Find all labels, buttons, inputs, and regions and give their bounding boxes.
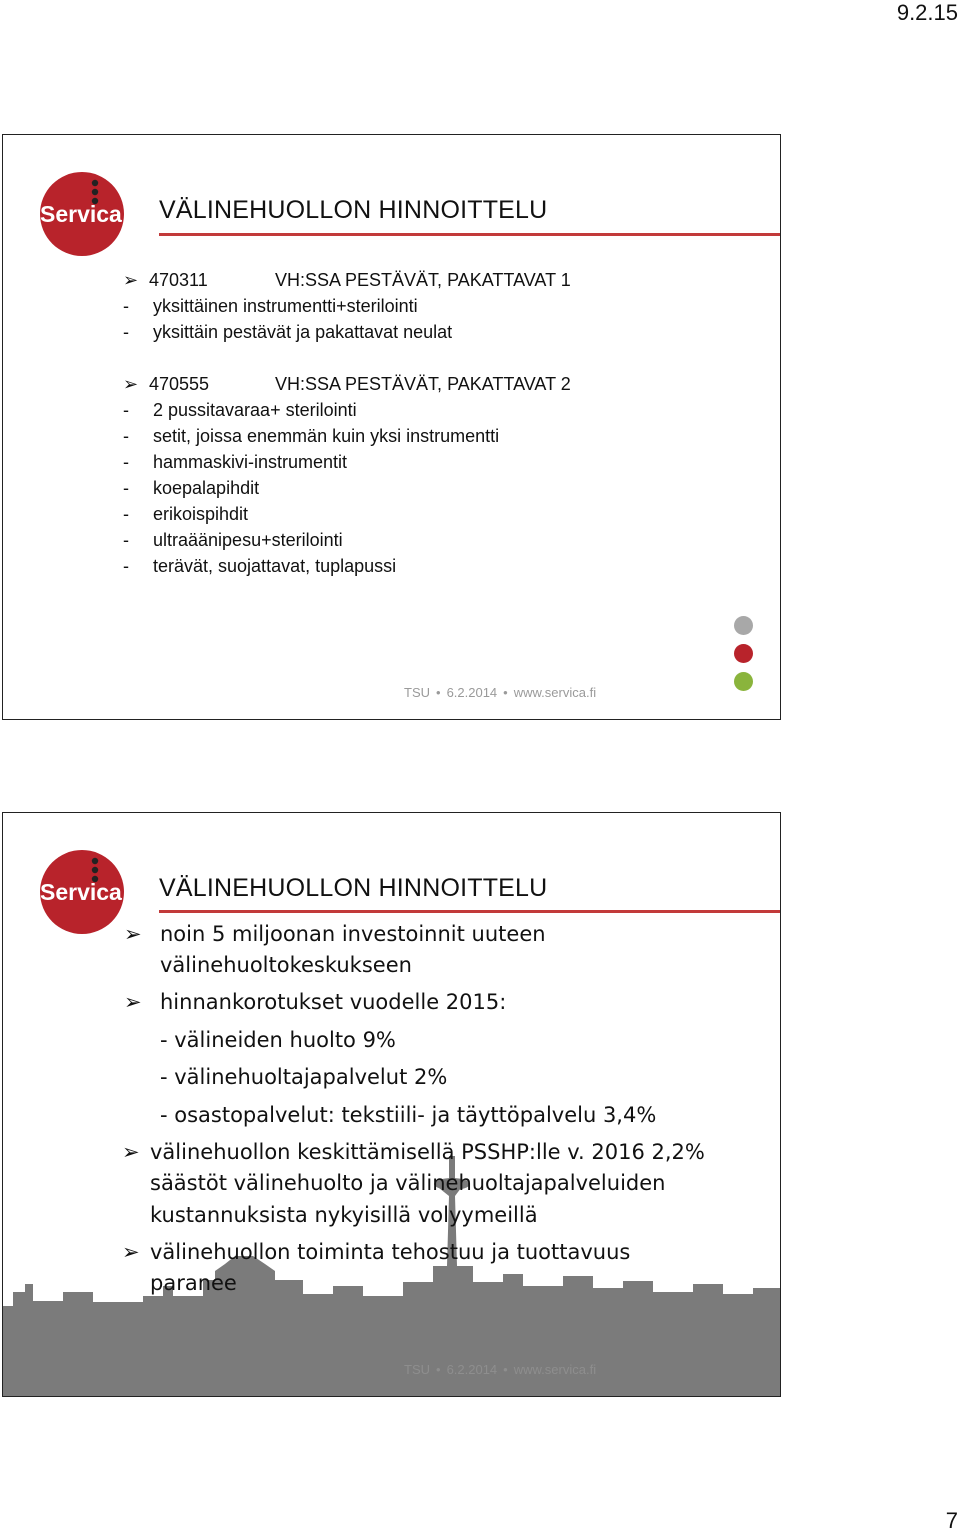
slide-2 — [2, 812, 781, 1397]
sub-item: - osastopalvelut: tekstiili- ja täyttöpalvelu 3,4% — [160, 1103, 657, 1127]
list-item: - 2 pussitavaraa+ sterilointi — [123, 400, 357, 420]
list-item: - setit, joissa enemmän kuin yksi instrumentti — [123, 426, 500, 446]
slide-footer: TSU • 6.2.2014 • www.servica.fi — [404, 1362, 597, 1377]
bullet-item: ➢ hinnankorotukset vuodelle 2015: — [124, 990, 507, 1014]
arrow-bullet-icon: ➢ — [124, 990, 142, 1014]
arrow-bullet-icon: ➢ — [122, 1240, 140, 1264]
arrow-bullet-icon: ➢ — [124, 922, 142, 946]
group-title: VH:SSA PESTÄVÄT, PAKATTAVAT 2 — [275, 374, 571, 394]
svg-text:Servica: Servica — [40, 201, 122, 227]
service-code: 470555 — [149, 374, 210, 394]
title-rule — [159, 233, 780, 236]
bullet-item: ➢ välinehuollon toiminta tehostuu ja tuottavuus — [122, 1240, 631, 1264]
list-item: - koepalapihdit — [123, 478, 260, 498]
arrow-bullet-icon: ➢ — [123, 270, 139, 290]
page-date: 9.2.15 — [896, 0, 958, 25]
arrow-bullet-icon: ➢ — [122, 1140, 140, 1164]
sub-item: - välineiden huolto 9% — [160, 1028, 396, 1052]
sub-item: - välinehuoltajapalvelut 2% — [160, 1065, 448, 1089]
bullet-continuation: paranee — [150, 1271, 237, 1295]
slide-title: VÄLINEHUOLLON HINNOITTELU — [159, 874, 548, 902]
list-item: - ultraäänipesu+sterilointi — [123, 530, 343, 550]
slide-1 — [2, 134, 781, 720]
green-dot-icon — [734, 672, 753, 691]
service-code: 470311 — [149, 270, 208, 290]
traffic-dots — [734, 616, 754, 700]
arrow-bullet-icon: ➢ — [123, 374, 139, 394]
bullet-continuation: säästöt välinehuolto ja välinehuoltajapalveluiden — [150, 1171, 666, 1195]
title-rule — [159, 910, 780, 913]
group-heading — [123, 374, 571, 395]
bullet-continuation: välinehuoltokeskukseen — [160, 953, 412, 977]
list-item: - terävät, suojattavat, tuplapussi — [123, 556, 397, 576]
bullet-continuation: kustannuksista nykyisillä volyymeillä — [150, 1203, 538, 1227]
list-item: - yksittäinen instrumentti+sterilointi — [123, 296, 418, 316]
list-item: - yksittäin pestävät ja pakattavat neulat — [123, 322, 453, 342]
list-item: - hammaskivi-instrumentit — [123, 452, 348, 472]
bullet-item: ➢ noin 5 miljoonan investoinnit uuteen — [124, 922, 546, 946]
gray-dot-icon — [734, 616, 753, 635]
red-dot-icon — [734, 644, 753, 663]
page-number: 7 — [945, 1508, 958, 1533]
servica-logo — [39, 849, 125, 935]
group-heading — [123, 270, 571, 291]
list-item: - erikoispihdit — [123, 504, 249, 524]
slide-title: VÄLINEHUOLLON HINNOITTELU — [159, 196, 548, 224]
bullet-item: ➢ välinehuollon keskittämisellä PSSHP:lle v. 2016 2,2% — [122, 1140, 705, 1164]
group-title: VH:SSA PESTÄVÄT, PAKATTAVAT 1 — [275, 270, 571, 290]
svg-text:Servica: Servica — [40, 879, 122, 905]
slide-footer: TSU • 6.2.2014 • www.servica.fi — [404, 685, 597, 700]
servica-logo — [39, 171, 125, 257]
